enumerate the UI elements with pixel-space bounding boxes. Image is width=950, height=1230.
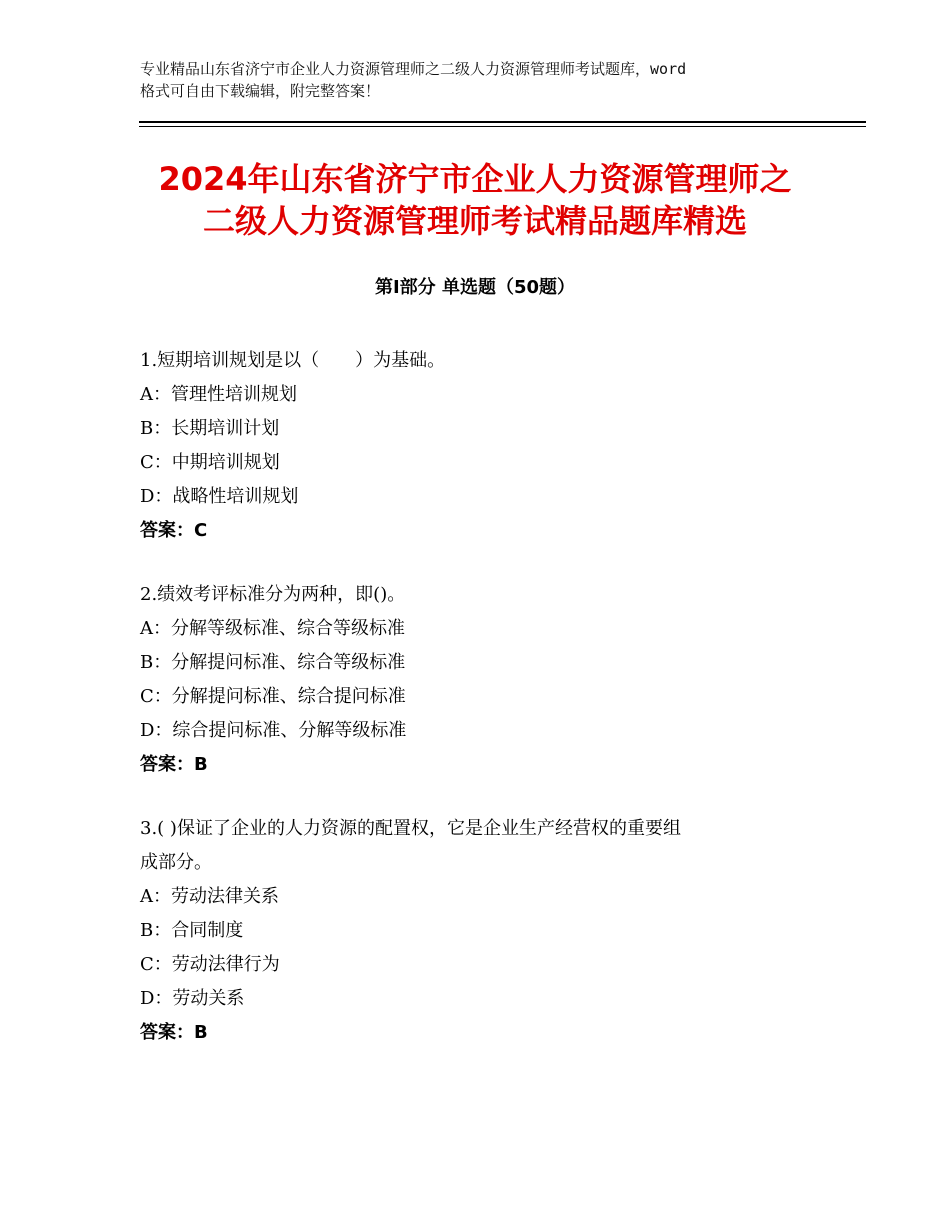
option-a: A：劳动法律关系 xyxy=(140,886,279,907)
header-note xyxy=(140,58,830,102)
question-stem-line-1: 3.( )保证了企业的人力资源的配置权，它是企业生产经营权的重要组 xyxy=(140,818,681,839)
option-d: D：战略性培训规划 xyxy=(140,486,299,507)
answer-label: 答案：B xyxy=(140,754,208,775)
header-note-line-1: 专业精品山东省济宁市企业人力资源管理师之二级人力资源管理师考试题库，word xyxy=(140,60,687,78)
option-b: B：合同制度 xyxy=(140,920,244,941)
option-c: C：分解提问标准、综合提问标准 xyxy=(140,686,406,707)
question-stem: 1.短期培训规划是以（ ）为基础。 xyxy=(140,350,446,371)
header-divider-thin xyxy=(139,126,866,127)
option-b: B：长期培训计划 xyxy=(140,418,280,439)
option-d: D：综合提问标准、分解等级标准 xyxy=(140,720,407,741)
title-line-1: 2024年山东省济宁市企业人力资源管理师之 xyxy=(158,160,792,198)
question-list xyxy=(140,344,820,1080)
question-3 xyxy=(140,812,820,1050)
header-divider-thick xyxy=(139,121,866,123)
question-2 xyxy=(140,578,820,782)
document-title xyxy=(100,158,850,242)
answer-label: 答案：C xyxy=(140,520,208,541)
option-c: C：劳动法律行为 xyxy=(140,954,280,975)
answer-label: 答案：B xyxy=(140,1022,208,1043)
option-a: A：管理性培训规划 xyxy=(140,384,297,405)
option-a: A：分解等级标准、综合等级标准 xyxy=(140,618,405,639)
option-b: B：分解提问标准、综合等级标准 xyxy=(140,652,406,673)
question-1 xyxy=(140,344,820,548)
question-stem: 2.绩效考评标准分为两种，即()。 xyxy=(140,584,406,605)
section-heading: 第Ⅰ部分 单选题（50题） xyxy=(374,277,575,298)
title-line-2: 二级人力资源管理师考试精品题库精选 xyxy=(202,202,747,240)
header-note-line-2: 格式可自由下载编辑，附完整答案！ xyxy=(140,82,381,100)
question-stem-line-2: 成部分。 xyxy=(140,852,212,873)
option-c: C：中期培训规划 xyxy=(140,452,280,473)
option-d: D：劳动关系 xyxy=(140,988,245,1009)
